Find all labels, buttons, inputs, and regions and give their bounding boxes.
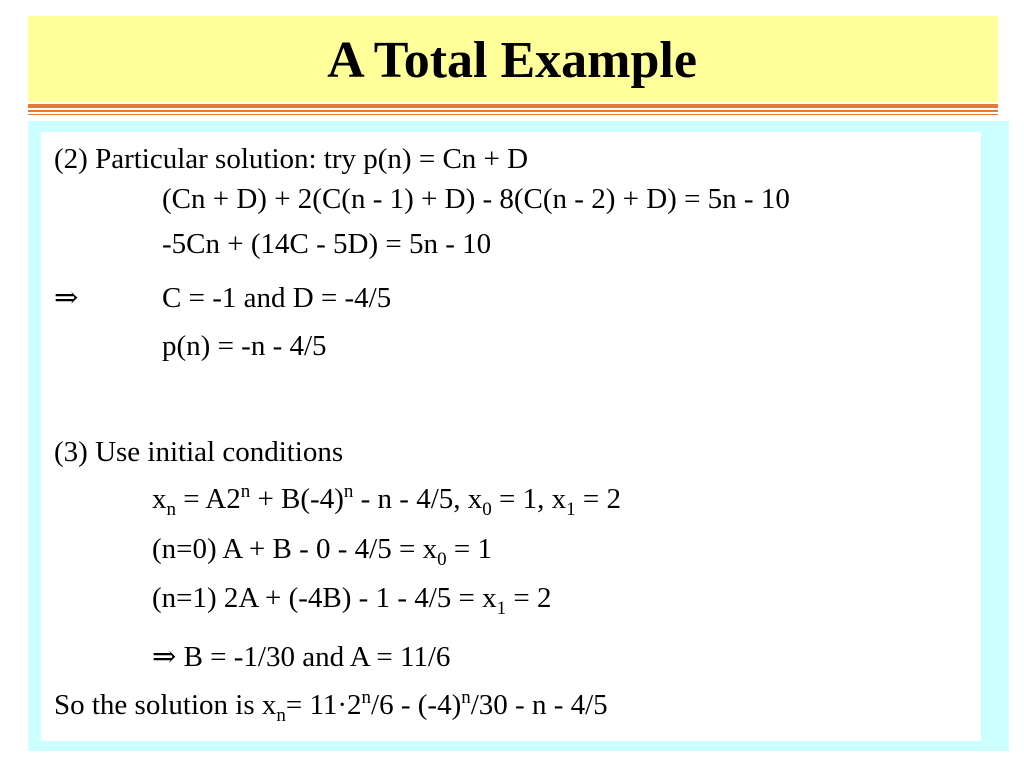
solution-part-a: So the solution is x: [54, 689, 277, 721]
title-rule-thin: [28, 114, 998, 115]
n0-part-a: (n=0) A + B - 0 - 4/5 = x: [152, 533, 438, 565]
general-x-subscript: n: [166, 499, 176, 520]
content-panel: [41, 132, 981, 741]
solution-part-c: /6 - (-4): [371, 689, 462, 721]
final-solution: [54, 687, 608, 726]
implies-arrow-icon: ⇒: [54, 282, 79, 314]
general-part-c: - n - 4/5, x: [353, 483, 483, 515]
solution-sup-a: n: [361, 687, 372, 708]
solution-part-b: = 11·2: [285, 689, 362, 721]
part2-equation-4: p(n) = -n - 4/5: [162, 330, 327, 362]
title-rule-medium: [28, 110, 998, 112]
solution-sup-b: n: [461, 687, 471, 708]
general-part-d: = 1, x: [491, 483, 567, 515]
n1-part-a: (n=1) 2A + (-4B) - 1 - 4/5 = x: [152, 582, 497, 614]
part3-n0-equation: [152, 532, 492, 570]
general-sub-1: 1: [566, 499, 576, 520]
general-part-a: = A2: [176, 483, 241, 515]
slide-title: A Total Example: [327, 32, 697, 89]
general-sup-b: n: [343, 481, 354, 502]
general-sub-0: 0: [482, 499, 492, 520]
part2-equation-3: C = -1 and D = -4/5: [162, 282, 392, 314]
result-text: B = -1/30 and A = 11/6: [176, 641, 451, 673]
result-arrow-icon: ⇒: [152, 641, 177, 673]
solution-part-d: /30 - n - 4/5: [470, 689, 608, 721]
part3-general-solution: [152, 481, 621, 520]
part2-equation-2: -5Cn + (14C - 5D) = 5n - 10: [162, 228, 492, 260]
part3-n1-equation: [152, 581, 552, 619]
n0-subscript: 0: [437, 549, 447, 570]
solution-subscript: n: [276, 705, 286, 726]
general-part-b: + B(-4): [250, 483, 344, 515]
part2-heading: (2) Particular solution: try p(n) = Cn + D: [54, 143, 529, 175]
title-rule-thick: [28, 104, 998, 108]
n1-subscript: 1: [496, 598, 507, 619]
n0-part-b: = 1: [446, 533, 492, 565]
part2-equation-1: (Cn + D) + 2(C(n - 1) + D) - 8(C(n - 2) + D) = 5n - 10: [162, 183, 790, 215]
n1-part-b: = 2: [506, 582, 552, 614]
general-sup-a: n: [240, 481, 251, 502]
part3-heading: (3) Use initial conditions: [54, 436, 344, 468]
general-part-e: = 2: [575, 483, 621, 515]
general-x: x: [152, 483, 167, 515]
part3-result: [152, 640, 450, 674]
